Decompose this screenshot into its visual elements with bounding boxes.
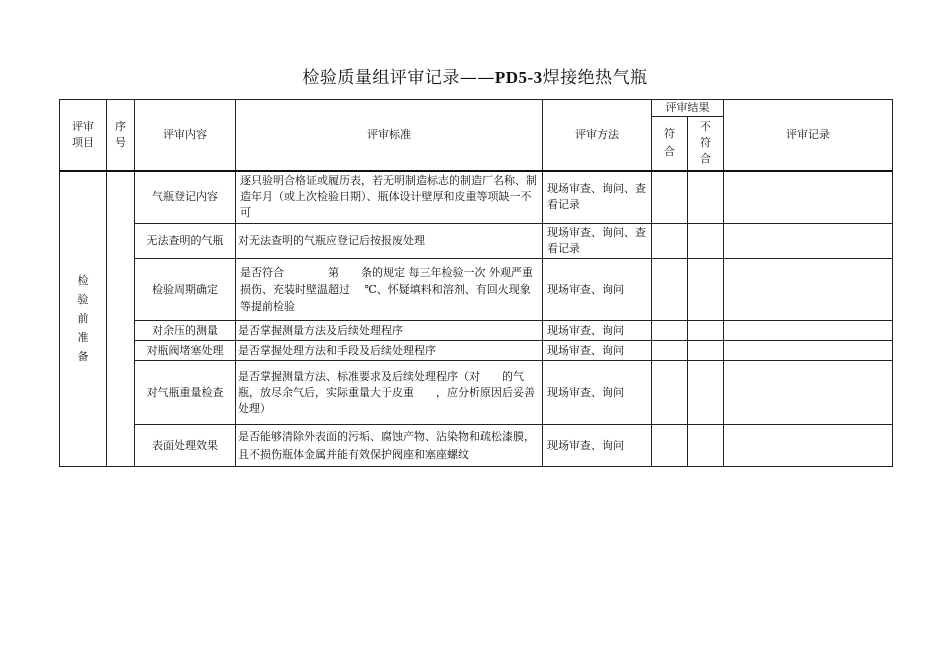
row-method: 现场审查、询问 <box>543 425 652 467</box>
row-content: 对瓶阀堵塞处理 <box>135 341 236 361</box>
table-row <box>60 321 893 341</box>
record-cell[interactable] <box>724 425 893 467</box>
nonconform-cell[interactable] <box>688 259 724 321</box>
nonconform-cell[interactable] <box>688 171 724 224</box>
row-method: 现场审查、询问、查看记录 <box>543 171 652 224</box>
table-row <box>60 171 893 224</box>
page-title <box>0 63 950 88</box>
record-cell[interactable] <box>724 341 893 361</box>
row-method: 现场审查、询问 <box>543 259 652 321</box>
row-method: 现场审查、询问、查看记录 <box>543 224 652 259</box>
title-prefix: 检验质量组评审记录—— <box>302 68 495 88</box>
table-row <box>60 361 893 425</box>
record-cell[interactable] <box>724 224 893 259</box>
header-standard: 评审标准 <box>236 100 543 171</box>
conform-cell[interactable] <box>652 361 688 425</box>
row-content: 检验周期确定 <box>135 259 236 321</box>
nonconform-cell[interactable] <box>688 425 724 467</box>
record-cell[interactable] <box>724 171 893 224</box>
header-seq: 序号 <box>107 100 135 171</box>
row-standard: 对无法查明的气瓶应登记后按报废处理 <box>236 224 543 259</box>
header-content: 评审内容 <box>135 100 236 171</box>
row-method: 现场审查、询问 <box>543 361 652 425</box>
seq-cell <box>107 171 135 467</box>
row-content: 对余压的测量 <box>135 321 236 341</box>
nonconform-cell[interactable] <box>688 341 724 361</box>
category-cell: 检验前准备 <box>60 171 107 467</box>
header-item: 评审项目 <box>60 100 107 171</box>
nonconform-cell[interactable] <box>688 224 724 259</box>
header-method: 评审方法 <box>543 100 652 171</box>
header-nonconform: 不符合 <box>688 117 724 171</box>
row-standard: 是否能够清除外表面的污垢、腐蚀产物、沾染物和疏松漆膜，且不损伤瓶体金属并能有效保护阀座和塞座螺纹 <box>236 425 543 467</box>
header-conform: 符合 <box>652 117 688 171</box>
row-standard: 是否掌握处理方法和手段及后续处理程序 <box>236 341 543 361</box>
table-row <box>60 425 893 467</box>
row-content: 气瓶登记内容 <box>135 171 236 224</box>
review-table <box>59 99 893 467</box>
row-standard: 是否掌握测量方法及后续处理程序 <box>236 321 543 341</box>
conform-cell[interactable] <box>652 224 688 259</box>
table-row <box>60 224 893 259</box>
table-row <box>60 341 893 361</box>
row-method: 现场审查、询问 <box>543 341 652 361</box>
header-record: 评审记录 <box>724 100 893 171</box>
row-content: 无法查明的气瓶 <box>135 224 236 259</box>
record-cell[interactable] <box>724 259 893 321</box>
record-cell[interactable] <box>724 361 893 425</box>
row-content: 表面处理效果 <box>135 425 236 467</box>
conform-cell[interactable] <box>652 341 688 361</box>
title-suffix: 焊接绝热气瓶 <box>542 68 648 88</box>
conform-cell[interactable] <box>652 321 688 341</box>
conform-cell[interactable] <box>652 171 688 224</box>
nonconform-cell[interactable] <box>688 361 724 425</box>
conform-cell[interactable] <box>652 425 688 467</box>
nonconform-cell[interactable] <box>688 321 724 341</box>
row-method: 现场审查、询问 <box>543 321 652 341</box>
row-standard: 是否符合 第 条的规定 每三年检验一次 外观严重损伤、充装时壁温超过 ℃、怀疑填料和溶剂、有回火现象等提前检验 <box>236 259 543 321</box>
header-row <box>60 100 893 117</box>
conform-cell[interactable] <box>652 259 688 321</box>
record-cell[interactable] <box>724 321 893 341</box>
table-row <box>60 259 893 321</box>
row-standard: 是否掌握测量方法、标准要求及后续处理程序（对 的气瓶，放尽余气后，实际重量大于皮重 ，应分析原因后妥善处理） <box>236 361 543 425</box>
row-content: 对气瓶重量检查 <box>135 361 236 425</box>
title-code: PD5-3 <box>494 68 543 87</box>
header-result: 评审结果 <box>652 100 724 117</box>
row-standard: 逐只验明合格证或履历表，若无明制造标志的制造厂名称、制造年月（或上次检验日期）、瓶体设计壁厚和皮重等项缺一不可 <box>236 171 543 224</box>
